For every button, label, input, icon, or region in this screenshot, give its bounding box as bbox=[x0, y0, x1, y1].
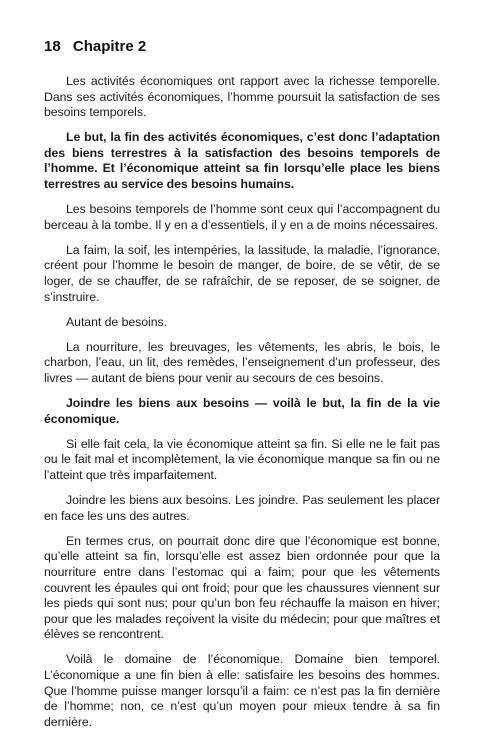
paragraph-11: Voilà le domaine de l’économique. Domaine bien temporel. L’économique a une fin bien à elle: satisfaire les besoins des hommes. Que l’homme puisse manger lorsqu’il a faim: ce n’est pas la fin dernière de l’homme; non, ce n’est qu’un moyen pour mieux tendre à sa fin dernière. bbox=[44, 652, 440, 729]
chapter-title: Chapitre 2 bbox=[72, 38, 147, 55]
paragraph-8: Si elle fait cela, la vie économique atteint sa fin. Si elle ne le fait pas ou le fait mal et incomplètement, la vie économique manque sa fin ou ne l’atteint que très imparfaitement. bbox=[44, 436, 440, 482]
paragraph-3: Les besoins temporels de l’homme sont ceux qui l’accompagnent du berceau à la tombe. Il y en a d’essentiels, il y en a de moins nécessaires. bbox=[44, 202, 440, 232]
page-number: 18 bbox=[44, 38, 61, 55]
paragraph-5: Autant de besoins. bbox=[66, 314, 167, 329]
running-head bbox=[44, 38, 440, 56]
paragraph-6: La nourriture, les breuvages, les vêtements, les abris, le bois, le charbon, l’eau, un lit, des remèdes, l’enseignement d’un professeur, des livres — autant de biens pour venir au secours de ces besoins. bbox=[44, 339, 440, 385]
paragraph-1: Les activités économiques ont rapport avec la richesse temporelle. Dans ses activités économiques, l’homme poursuit la satisfaction de ses besoins temporels. bbox=[44, 74, 440, 120]
book-page bbox=[44, 38, 440, 740]
paragraph-2-bold: Le but, la fin des activités économiques, c’est donc l’adaptation des biens terrestres à la satisfaction des besoins temporels de l’homme. Et l’économique atteint sa fin lorsqu’elle place les biens terrestres au service des besoins humains. bbox=[44, 130, 440, 192]
paragraph-7-bold: Joindre les biens aux besoins — voilà le but, la fin de la vie économique. bbox=[44, 396, 440, 426]
paragraph-9: Joindre les biens aux besoins. Les joindre. Pas seulement les placer en face les uns des autres. bbox=[44, 493, 440, 523]
paragraph-4: La faim, la soif, les intempéries, la lassitude, la maladie, l’ignorance, créent pour l’homme le besoin de manger, de boire, de se vêtir, de se loger, de se chauffer, de se rafraîchir, de se reposer, de se soigner, de s’instruire. bbox=[44, 242, 440, 304]
paragraph-10: En termes crus, on pourrait donc dire que l’économique est bonne, qu’elle atteint sa fin, lorsqu’elle est assez bien ordonnée pour que la nourriture entre dans l’estomac qui a faim; pour que les vêtements couvrent les épaules qui ont froid; pour que les chaussures viennent sur les pieds qui sont nus; pour qu’un bon feu réchauffe la maison en hiver; pour que les malades reçoivent la visite du médecin; pour que maîtres et élèves se rencontrent. bbox=[44, 533, 440, 642]
